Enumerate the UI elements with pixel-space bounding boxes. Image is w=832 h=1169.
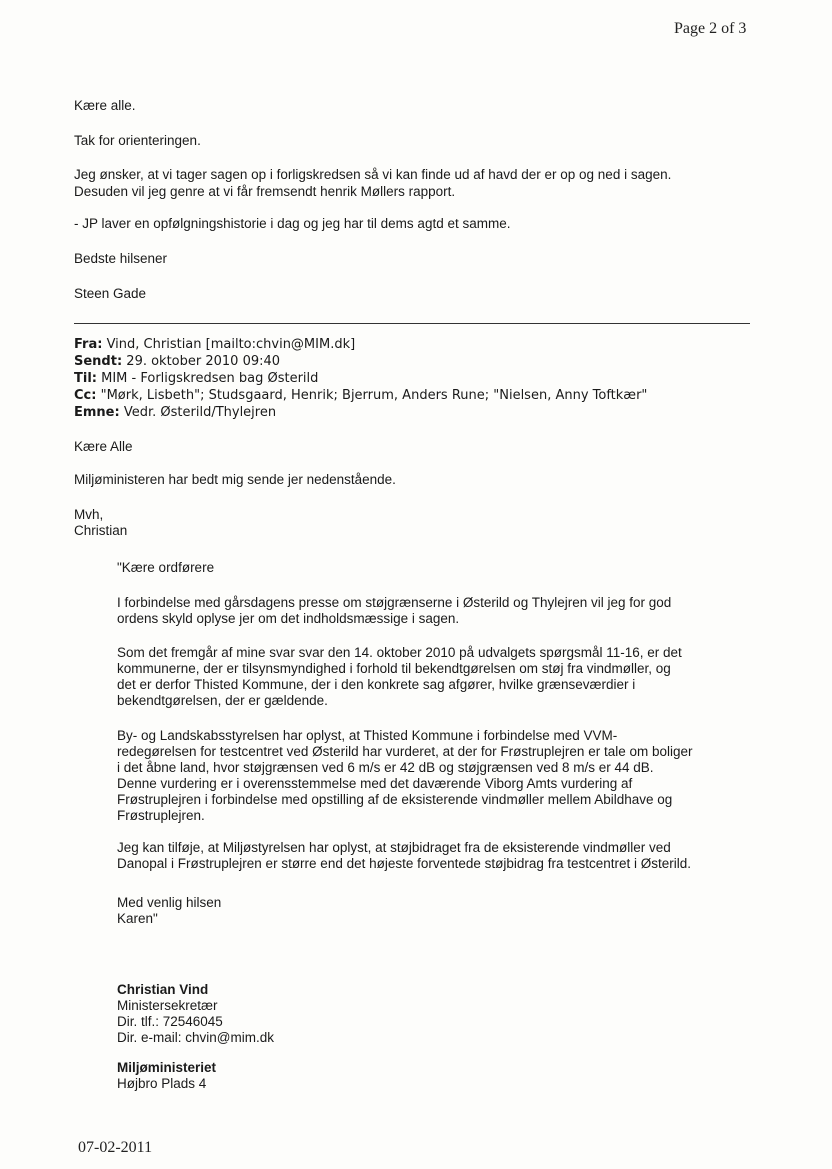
quote-paragraph-3 xyxy=(117,728,693,824)
reply-paragraph-1 xyxy=(74,167,671,200)
signature-block xyxy=(117,982,274,1046)
signature-name: Christian Vind xyxy=(117,982,209,997)
quote-closing-line: Med venlig hilsen xyxy=(117,895,222,910)
quote-line: Frøstruplejren i forbindelse med opstilling af de eksisterende vindmøller mellem Abildhave og xyxy=(117,792,673,807)
reply-closing: Bedste hilsener xyxy=(74,251,168,266)
page-footer-date: 07-02-2011 xyxy=(78,1139,153,1156)
subject-value: Vedr. Østerild/Thylejren xyxy=(123,405,277,420)
signature-phone: Dir. tlf.: 72546045 xyxy=(117,1014,223,1029)
email-header-to xyxy=(74,371,318,386)
quote-paragraph-2 xyxy=(117,645,682,709)
organization-block xyxy=(117,1060,216,1092)
subject-label: Emne: xyxy=(74,405,120,420)
to-label: Til: xyxy=(74,371,97,386)
quote-paragraph-4 xyxy=(117,840,691,872)
quote-line: Som det fremgår af mine svar svar den 14. oktober 2010 på udvalgets spørgsmål 11-16, er det xyxy=(117,645,682,660)
cc-label: Cc: xyxy=(74,388,97,403)
forward-name: Christian xyxy=(74,523,128,538)
quote-greeting: "Kære ordførere xyxy=(117,560,215,575)
to-value: MIM - Forligskredsen bag Østerild xyxy=(101,371,319,386)
signature-title: Ministersekretær xyxy=(117,998,218,1013)
quote-closing xyxy=(117,895,221,927)
reply-signature: Steen Gade xyxy=(74,286,147,301)
organization-name: Miljøministeriet xyxy=(117,1060,217,1075)
from-label: Fra: xyxy=(74,337,103,352)
forward-intro: Miljøministeren har bedt mig sende jer nedenstående. xyxy=(74,472,396,487)
quote-line: I forbindelse med gårsdagens presse om støjgrænserne i Østerild og Thylejren vil jeg for god xyxy=(117,595,672,610)
quote-line: i det åbne land, hvor støjgrænsen ved 6 m/s er 42 dB og støjgrænsen ved 8 m/s er 44 dB. xyxy=(117,760,654,775)
quote-line: Danopal i Frøstruplejren er større end det højeste forventede støjbidrag fra testcentret i Østerild. xyxy=(117,856,691,871)
quote-line: ordens skyld oplyse jer om det indholdsmæssige i sagen. xyxy=(117,611,460,626)
email-header-subject xyxy=(74,405,276,420)
quote-line: det er derfor Thisted Kommune, der i den konkrete sag afgører, hvilke grænseværdier i xyxy=(117,677,636,692)
forward-greeting: Kære Alle xyxy=(74,439,133,454)
organization-address: Højbro Plads 4 xyxy=(117,1076,207,1091)
reply-paragraph-1-line: Desuden vil jeg genre at vi får fremsendt henrik Møllers rapport. xyxy=(74,184,456,199)
separator-line xyxy=(74,323,750,324)
quote-line: bekendtgørelsen, der er gældende. xyxy=(117,693,328,708)
quote-line: redegørelsen for testcentret ved Østerild har vurderet, at der for Frøstruplejren er tale om boliger xyxy=(117,744,693,759)
signature-email: Dir. e-mail: chvin@mim.dk xyxy=(117,1030,274,1045)
quote-line: Frøstruplejren. xyxy=(117,808,205,823)
email-header-sent xyxy=(74,354,280,369)
email-header-from xyxy=(74,337,355,352)
reply-greeting: Kære alle. xyxy=(74,98,136,113)
quote-signature: Karen" xyxy=(117,911,158,926)
from-value: Vind, Christian [mailto:chvin@MIM.dk] xyxy=(106,337,356,352)
page-number-header: Page 2 of 3 xyxy=(674,20,747,37)
reply-paragraph-1-line: Jeg ønsker, at vi tager sagen op i forligskredsen så vi kan finde ud af havd der er op og ned i sagen. xyxy=(74,167,672,182)
forward-regards: Mvh, xyxy=(74,507,104,522)
quote-line: Jeg kan tilføje, at Miljøstyrelsen har oplyst, at støjbidraget fra de eksisterende vindmøller ved xyxy=(117,840,671,855)
quote-line: kommunerne, der er tilsynsmyndighed i forhold til bekendtgørelsen om støj fra vindmøller, og xyxy=(117,661,671,676)
sent-label: Sendt: xyxy=(74,354,123,369)
cc-value: "Mørk, Lisbeth"; Studsgaard, Henrik; Bjerrum, Anders Rune; "Nielsen, Anny Toftkær" xyxy=(100,388,648,403)
email-header-cc xyxy=(74,388,647,403)
reply-paragraph-2: - JP laver en opfølgningshistorie i dag og jeg har til dems agtd et samme. xyxy=(74,216,511,231)
quote-line: Denne vurdering er i overensstemmelse med det daværende Viborg Amts vurdering af xyxy=(117,776,633,791)
sent-value: 29. oktober 2010 09:40 xyxy=(126,354,281,369)
quote-line: By- og Landskabsstyrelsen har oplyst, at Thisted Kommune i forbindelse med VVM- xyxy=(117,728,618,743)
quote-paragraph-1 xyxy=(117,595,671,627)
reply-thanks: Tak for orienteringen. xyxy=(74,133,201,148)
